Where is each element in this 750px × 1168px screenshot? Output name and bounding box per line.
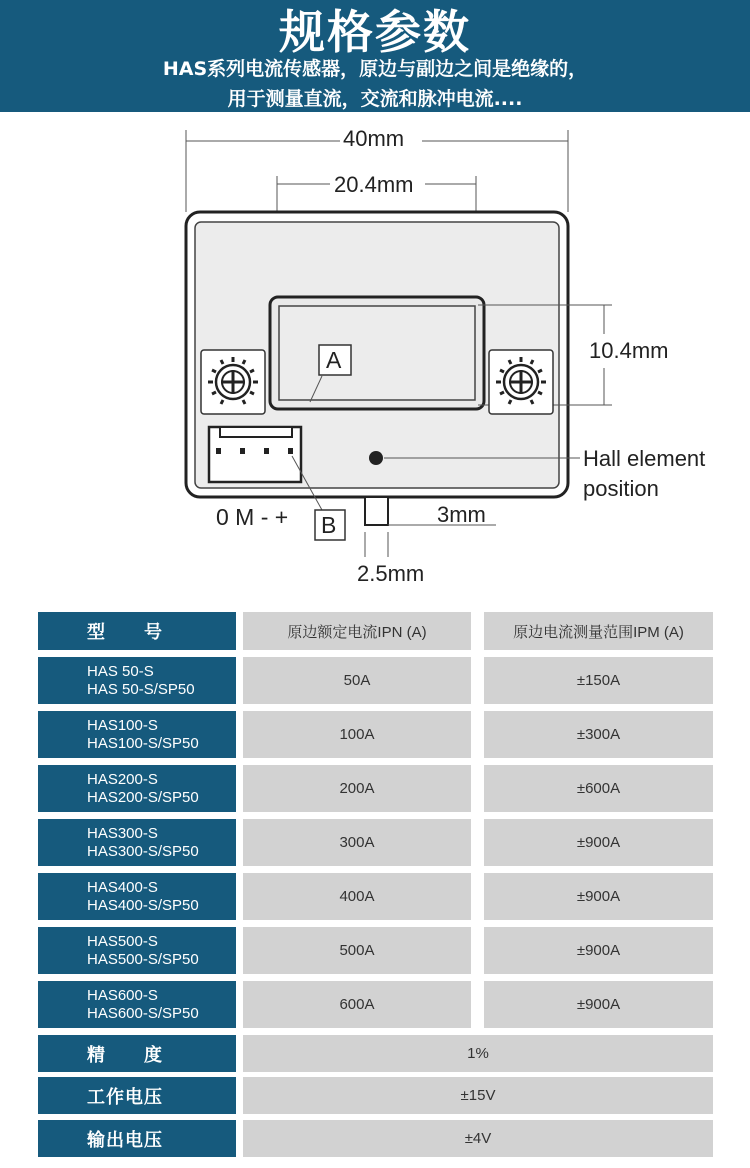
table-cell-ipm: ±900A	[484, 927, 713, 974]
table-row-model: HAS600-S HAS600-S/SP50	[38, 981, 236, 1028]
right-potentiometer	[489, 350, 553, 414]
hall-element-dot	[369, 451, 383, 465]
subtitle-line-2: 用于测量直流，交流和脉冲电流....	[227, 88, 523, 110]
table-cell-ipm: ±900A	[484, 873, 713, 920]
accuracy-label: 精 度	[38, 1035, 236, 1072]
label-a: A	[326, 347, 342, 373]
supply-voltage-value: ±15V	[243, 1077, 713, 1114]
dim-pin-width-label: 2.5mm	[357, 561, 425, 586]
subtitle-line-1: HAS系列电流传感器，原边与副边之间是绝缘的，	[162, 58, 588, 80]
table-cell-ipm: ±150A	[484, 657, 713, 704]
header-ipn: 原边额定电流IPN (A)	[243, 612, 471, 650]
hall-label-line1: Hall element	[583, 446, 706, 471]
dim-width-label: 40mm	[343, 126, 405, 151]
table-cell-ipn: 500A	[243, 927, 471, 974]
connector	[209, 427, 301, 482]
table-cell-ipn: 300A	[243, 819, 471, 866]
table-cell-ipm: ±300A	[484, 711, 713, 758]
table-row-model: HAS300-S HAS300-S/SP50	[38, 819, 236, 866]
header-ipm: 原边电流测量范围IPM (A)	[484, 612, 713, 650]
supply-voltage-label: 工作电压	[38, 1077, 236, 1114]
table-cell-ipm: ±900A	[484, 819, 713, 866]
table-cell-ipn: 600A	[243, 981, 471, 1028]
table-cell-ipn: 400A	[243, 873, 471, 920]
page-title: 规格参数	[279, 5, 471, 59]
connector-pins-label: 0 M - +	[216, 504, 289, 530]
table-cell-ipn: 50A	[243, 657, 471, 704]
dim-aperture-width-label: 20.4mm	[334, 172, 414, 197]
output-voltage-value: ±4V	[243, 1120, 713, 1157]
table-row-model: HAS500-S HAS500-S/SP50	[38, 927, 236, 974]
table-row-model: HAS100-S HAS100-S/SP50	[38, 711, 236, 758]
table-row-model: HAS200-S HAS200-S/SP50	[38, 765, 236, 812]
table-cell-ipm: ±900A	[484, 981, 713, 1028]
table-cell-ipm: ±600A	[484, 765, 713, 812]
header-model: 型 号	[38, 612, 236, 650]
hall-label-line2: position	[583, 476, 659, 501]
label-b: B	[321, 512, 337, 538]
dim-pin-length-label: 3mm	[437, 502, 486, 527]
dimension-diagram	[0, 112, 750, 602]
table-row-model: HAS400-S HAS400-S/SP50	[38, 873, 236, 920]
dim-aperture-height-label: 10.4mm	[589, 338, 669, 363]
left-potentiometer	[201, 350, 265, 414]
table-cell-ipn: 100A	[243, 711, 471, 758]
table-row-model: HAS 50-S HAS 50-S/SP50	[38, 657, 236, 704]
table-cell-ipn: 200A	[243, 765, 471, 812]
output-voltage-label: 输出电压	[38, 1120, 236, 1157]
accuracy-value: 1%	[243, 1035, 713, 1072]
spec-header	[0, 0, 750, 112]
